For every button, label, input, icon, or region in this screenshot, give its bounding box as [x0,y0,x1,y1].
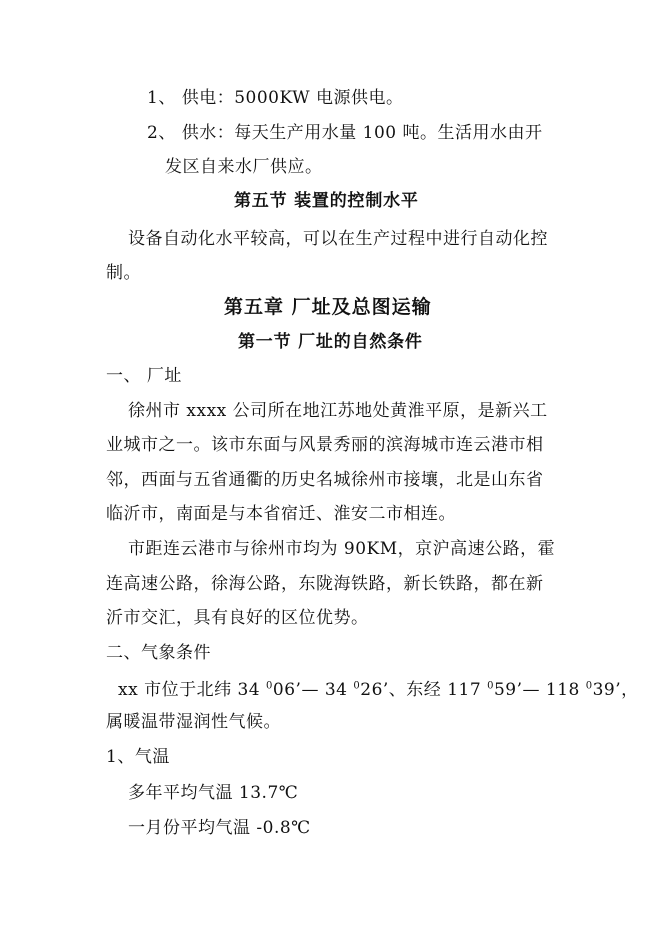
coord-text-c: 26’、东经 117 [360,680,488,700]
paragraph-line: 徐州市 xxxx 公司所在地江苏地处黄淮平原，是新兴工 [128,401,548,421]
paragraph-line: 沂市交汇，具有良好的区位优势。 [106,608,369,628]
text-line-climate-type: 属暖温带湿润性气候。 [106,712,281,732]
paragraph-line: 业城市之一。该市东面与风景秀丽的滨海城市连云港市相 [106,435,544,455]
subheading-site: 一、 厂址 [106,366,182,386]
section-heading-natural-conditions: 第一节 厂址的自然条件 [238,332,423,352]
paragraph-line: 临沂市，南面是与本省宿迁、淮安二市相连。 [106,504,456,524]
text-line-january-temp: 一月份平均气温 -0.8℃ [128,818,311,838]
text-line-water-supply-cont: 发区自来水厂供应。 [165,157,323,177]
degree-sup: 0 [266,680,273,692]
degree-sup: 0 [353,680,361,692]
text-line-coordinates [118,679,639,701]
degree-sup: 0 [487,680,494,692]
paragraph-line: 连高速公路，徐海公路，东陇海铁路，新长铁路，都在新 [106,574,544,594]
degree-sup: 0 [585,680,593,692]
paragraph-line: 邻，西面与五省通衢的历史名城徐州市接壤，北是山东省 [106,470,544,490]
subheading-climate: 二、气象条件 [106,643,211,663]
text-line-automation-cont: 制。 [106,263,141,283]
text-line-power-supply: 1、 供电：5000KW 电源供电。 [147,88,404,108]
text-line-annual-temp: 多年平均气温 13.7℃ [128,783,299,803]
subheading-temperature: 1、气温 [106,747,170,767]
coord-text-a: xx 市位于北纬 34 [118,680,267,700]
paragraph-line: 市距连云港市与徐州市均为 90KM，京沪高速公路，霍 [128,539,556,559]
section-heading-control-level: 第五节 装置的控制水平 [234,191,419,211]
coord-text-d: 59’— 118 [493,680,586,700]
coord-text-e: 39’， [592,680,639,700]
coord-text-b: 06’— 34 [272,680,354,700]
text-line-automation: 设备自动化水平较高，可以在生产过程中进行自动化控 [128,229,548,249]
text-line-water-supply: 2、 供水：每天生产用水量 100 吨。生活用水由开 [147,123,543,143]
chapter-heading: 第五章 厂址及总图运输 [224,296,432,318]
